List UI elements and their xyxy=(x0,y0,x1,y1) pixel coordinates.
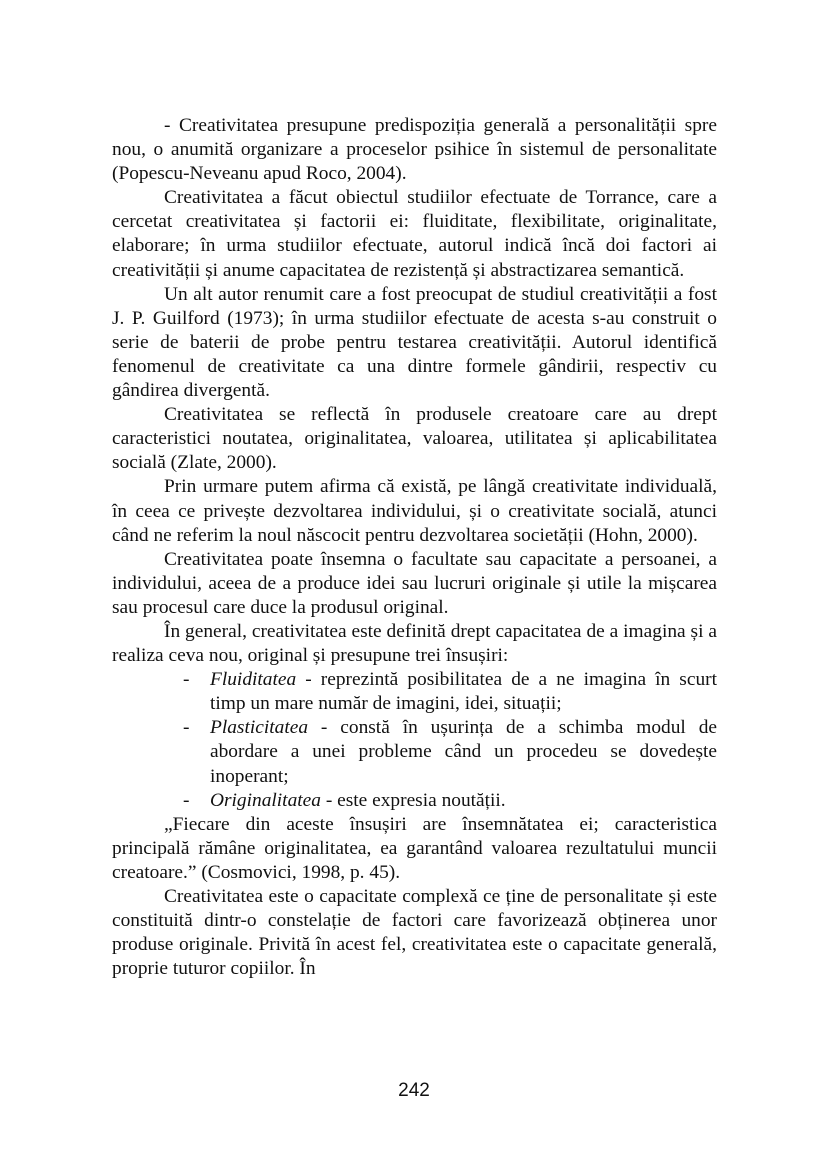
paragraph-creativity-predisposition: - Creativitatea presupune predispoziția generală a personalității spre nou, o anumită organizare a proceselor psihice în sistemul de personalitate (Popescu-Neveanu apud Roco, 2004). xyxy=(112,115,717,185)
list-term: Plasticitatea xyxy=(210,717,309,739)
body-text xyxy=(112,114,717,981)
page-number: 242 xyxy=(398,1080,430,1101)
list-dash: - xyxy=(183,789,190,811)
paragraph-cosmovici-quote: „Fiecare din aceste însușiri are însemnătatea ei; caracteristica principală rămâne originalitatea, ea garantând valoarea rezultatului muncii creatoare.” (Cosmovici, 1998, p. 45). xyxy=(112,813,717,883)
paragraph-social-creativity: Prin urmare putem afirma că există, pe lângă creativitate individuală, în ceea ce privește dezvoltarea individului, și o creativitate socială, atunci când ne referim la noul născocit pentru dezvoltarea societății (Hohn, 2000). xyxy=(112,476,717,546)
paragraph-creative-products: Creativitatea se reflectă în produsele creatoare care au drept caracteristici noutatea, originalitatea, valoarea, utilitatea și aplicabilitatea socială (Zlate, 2000). xyxy=(112,404,717,474)
list-text: - constă în ușurința de a schimba modul de abordare a unei probleme când un procedeu se dovedește inoperant; xyxy=(210,717,717,787)
paragraph-guilford: Un alt autor renumit care a fost preocupat de studiul creativității a fost J. P. Guilford (1973); în urma studiilor efectuate de acesta s-au construit o serie de baterii de probe pentru testarea creativității. Autorul identifică fenomenul de creativitate ca una dintre formele gândirii, respectiv cu gândirea divergentă. xyxy=(112,283,717,402)
list-term: Fluiditatea xyxy=(210,669,297,691)
paragraph-definition: În general, creativitatea este definită drept capacitatea de a imagina și a realiza ceva nou, original și presupune trei însușiri: xyxy=(112,620,717,667)
list-item xyxy=(183,716,717,788)
list-text: - reprezintă posibilitatea de a ne imagina în scurt timp un mare număr de imagini, idei, situații; xyxy=(210,669,717,715)
list-item xyxy=(183,789,717,813)
list-item xyxy=(183,668,717,716)
list-dash: - xyxy=(183,717,190,739)
list-term: Originalitatea xyxy=(210,789,321,811)
paragraph-torrance: Creativitatea a făcut obiectul studiilor efectuate de Torrance, care a cercetat creativitatea și factorii ei: fluiditate, flexibilitate, originalitate, elaborare; în urma studiilor efectuate, autorul indică încă doi factori ai creativității și anume capacitatea de rezistență și abstractizarea semantică. xyxy=(112,187,717,281)
traits-list xyxy=(112,668,717,813)
list-dash: - xyxy=(183,669,190,691)
list-text: - este expresia noutății. xyxy=(320,789,506,811)
paragraph-faculty: Creativitatea poate însemna o facultate sau capacitate a persoanei, a individului, aceea de a produce idei sau lucruri originale și utile la mișcarea sau procesul care duce la produsul original. xyxy=(112,548,717,618)
paragraph-complex-capacity: Creativitatea este o capacitate complexă ce ține de personalitate și este constituită dintr-o constelație de factori care favorizează obținerea unor produse originale. Privită în acest fel, creativitatea este o capacitate generală, proprie tuturor copiilor. În xyxy=(112,886,717,980)
